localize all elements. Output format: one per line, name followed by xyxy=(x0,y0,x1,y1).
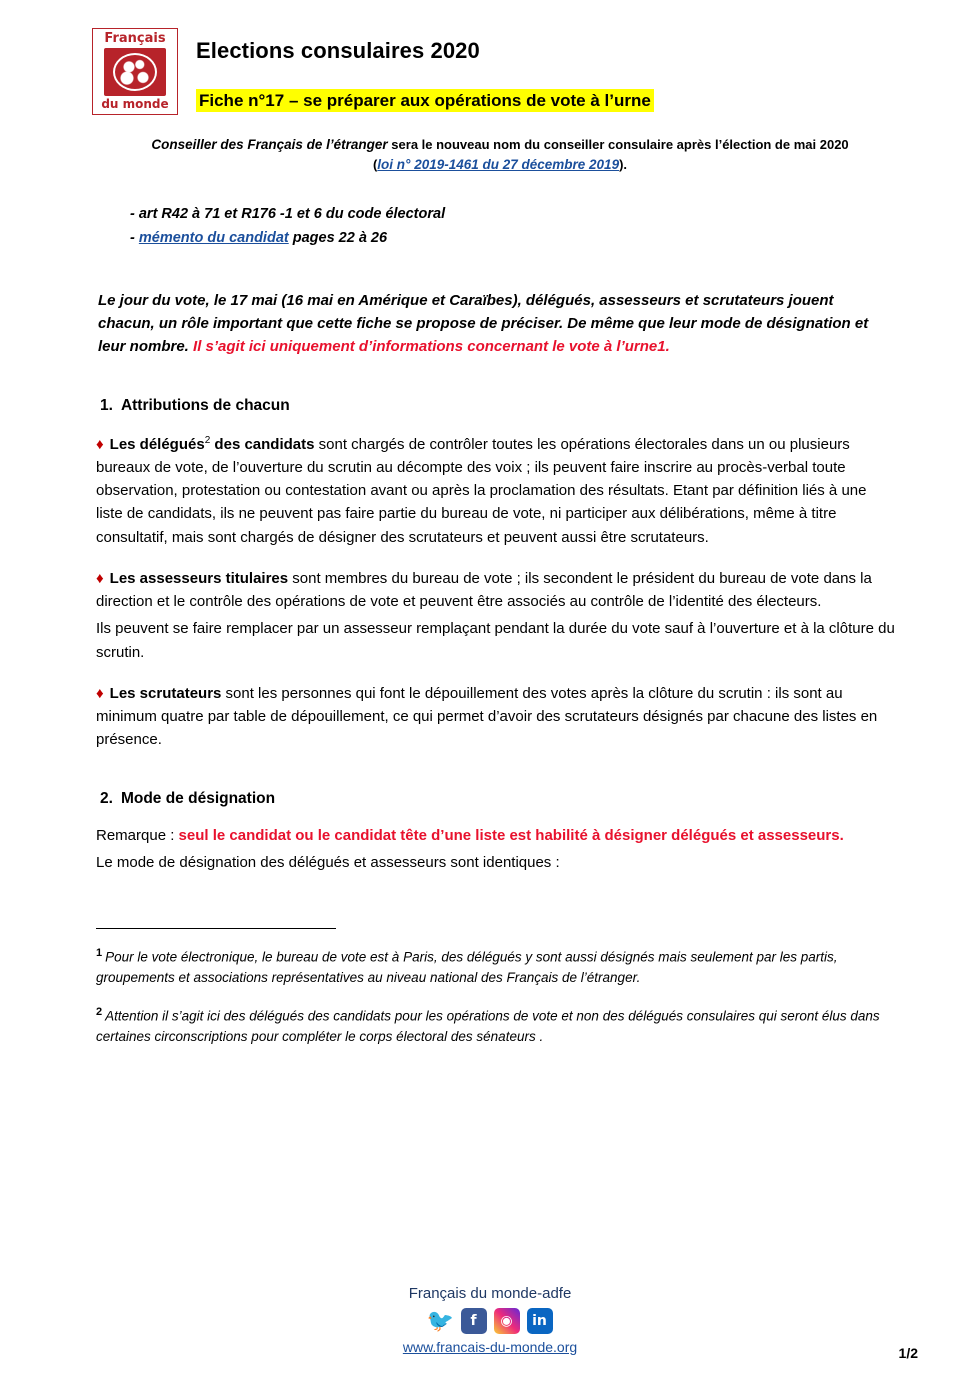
header-text-block xyxy=(196,28,900,114)
paragraph-assesseurs-remplacement: Ils peuvent se faire remplacer par un assesseur remplaçant pendant la durée du vote sauf à l’ouverture et à la clôture du scrutin. xyxy=(96,620,895,661)
scrutateurs-text: sont les personnes qui font le dépouillement des votes après la clôture du scrutin : ils sont au minimum quatre par table de dépouillement, ce qui permet d’avoir des scrutateurs désignés par chacune des listes en présence. xyxy=(96,684,878,749)
facebook-icon[interactable]: f xyxy=(461,1308,487,1334)
diamond-bullet-icon: ♦ xyxy=(96,569,104,587)
intro-highlight: Il s’agit ici uniquement d’informations concernant le vote à l’urne1. xyxy=(193,338,670,356)
paragraph-delegues xyxy=(96,433,896,549)
reference-pages: pages 22 à 26 xyxy=(288,229,388,246)
delegues-text: sont chargés de contrôler toutes les opérations électorales dans un ou plusieurs bureaux de vote, de l’ouverture du scrutin au décompte des voix ; ils peuvent faire inscrire au procès-verbal toute observation, protestation ou contestation avant ou après la proclamation des résultats. Etant par définition liés à une liste de candidats, ils ne peuvent pas faire partie du bureau de vote, ni participer aux délibérations, même à titre consultatif, mais sont chargés de désigner des scrutateurs et peuvent aussi être scrutateurs. xyxy=(96,435,867,546)
reference-line-1: - art R42 à 71 et R176 -1 et 6 du code électoral xyxy=(130,205,446,222)
footnote-2-marker: 2 xyxy=(96,1006,103,1019)
page-title: Elections consulaires 2020 xyxy=(196,38,480,63)
note-law-open: ( xyxy=(372,157,378,173)
document-subtitle: Fiche n°17 – se préparer aux opérations de vote à l’urne xyxy=(196,89,654,112)
logo-top-text: Français xyxy=(104,31,166,46)
section-2-number: 2. xyxy=(100,789,113,807)
twitter-icon[interactable]: 🐦 xyxy=(426,1308,455,1334)
section-heading-2 xyxy=(100,790,900,808)
reference-dash: - xyxy=(130,229,139,246)
name-change-note xyxy=(130,135,870,175)
footnote-1 xyxy=(96,945,886,988)
diamond-bullet-icon: ♦ xyxy=(96,684,104,702)
delegues-bold-tail: des candidats xyxy=(210,435,315,453)
paragraph-remark-after: Le mode de désignation des délégués et assesseurs sont identiques : xyxy=(96,853,560,871)
linkedin-icon[interactable]: in xyxy=(527,1308,553,1334)
intro-paragraph xyxy=(98,289,894,359)
footer-organisation: Français du monde-adfe xyxy=(408,1285,572,1302)
note-rest: sera le nouveau nom du conseiller consulaire après l’élection de mai 2020 xyxy=(387,137,849,153)
reference-line-2 xyxy=(130,227,900,251)
section-1-number: 1. xyxy=(100,396,113,414)
footnote-2-text: Attention il s’agit ici des délégués des candidats pour les opérations de vote et non des délégués consulaires qui seront élus dans certaines circonscriptions pour compléter le corps électoral des sénateurs . xyxy=(96,1008,880,1044)
remark-label: Remarque : xyxy=(96,826,179,844)
footnote-2 xyxy=(96,1004,886,1047)
note-lead: Conseiller des Français de l’étranger xyxy=(151,137,388,153)
section-2-title: Mode de désignation xyxy=(120,789,276,807)
diamond-bullet-icon: ♦ xyxy=(96,435,104,453)
page-number: 1/2 xyxy=(898,1345,918,1361)
law-link[interactable]: loi n° 2019-1461 du 27 décembre 2019 xyxy=(377,157,620,173)
scrutateurs-bold-lead: Les scrutateurs xyxy=(109,684,222,702)
footnote-1-text: Pour le vote électronique, le bureau de vote est à Paris, des délégués y sont aussi désignés mais seulement par les partis, groupements et associations représentatives au niveau national des Français de l’étranger. xyxy=(96,949,838,985)
document-header xyxy=(92,28,900,115)
footnote-ref-2: 2 xyxy=(204,434,211,446)
legal-references xyxy=(130,203,900,251)
memento-candidat-link[interactable]: mémento du candidat xyxy=(138,229,289,246)
website-link[interactable]: www.francais-du-monde.org xyxy=(402,1339,578,1355)
paragraph-scrutateurs xyxy=(96,682,896,752)
note-law-close: ). xyxy=(619,157,628,173)
paragraph-remark xyxy=(96,824,896,847)
remark-red-text: seul le candidat ou le candidat tête d’une liste est habilité à désigner délégués et assesseurs. xyxy=(178,826,844,844)
section-heading-1 xyxy=(100,397,900,415)
delegues-bold-lead: Les délégués xyxy=(109,435,205,453)
footnote-separator xyxy=(96,928,336,929)
logo-bottom-text: du monde xyxy=(101,96,169,111)
social-links xyxy=(0,1308,980,1334)
paragraph-assesseurs xyxy=(96,567,896,614)
instagram-icon[interactable]: ◉ xyxy=(494,1308,520,1334)
globe-mark-icon xyxy=(104,48,166,96)
logo-francais-du-monde xyxy=(92,28,178,115)
assesseurs-bold-lead: Les assesseurs titulaires xyxy=(109,569,289,587)
footnote-1-marker: 1 xyxy=(96,947,103,960)
section-1-title: Attributions de chacun xyxy=(120,396,290,414)
document-footer xyxy=(0,1285,980,1357)
assesseurs-text: sont membres du bureau de vote ; ils secondent le président du bureau de vote dans la direction et le contrôle des opérations de vote et peuvent être associés au contrôle de l’identité des électeurs. xyxy=(96,569,872,611)
intro-text: Le jour du vote, le 17 mai (16 mai en Amérique et Caraïbes), délégués, assesseurs et scrutateurs jouent chacun, un rôle important que cette fiche se propose de préciser. De même que leur mode de désignation et leur nombre. xyxy=(98,291,869,356)
